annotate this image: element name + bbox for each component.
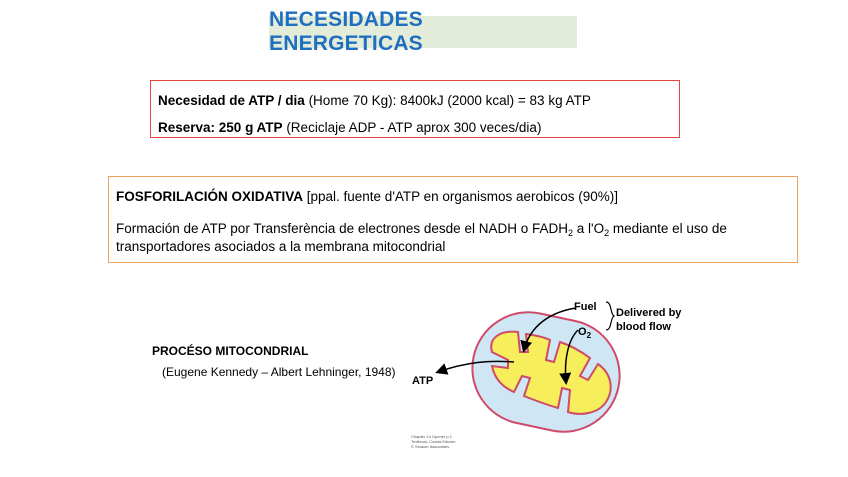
atp-reserve-label: Reserva: 250 g ATP [158, 120, 283, 135]
page-title: NECESIDADES ENERGETICAS [269, 8, 423, 55]
fuel-label: Fuel [574, 301, 597, 313]
process-subtitle: (Eugene Kennedy – Albert Lehninger, 1948) [162, 365, 396, 379]
delivered-label-1: Delivered by [616, 307, 682, 319]
o2-subscript: 2 [604, 228, 610, 238]
fos-text-a: Formación de ATP por Transferència de electrones desde el NADH o FADH [116, 221, 568, 236]
atp-needs-box [150, 80, 680, 138]
fos-heading-bold: FOSFORILACIÓN OXIDATIVA [116, 189, 303, 204]
atp-need-value: (Home 70 Kg): 8400kJ (2000 kcal) = 83 kg ATP [304, 93, 591, 108]
fadh-subscript: 2 [567, 228, 573, 238]
figure-credit [411, 434, 481, 449]
fos-text-b: a l'O [572, 221, 605, 236]
credit-line-3: © Sinauer Associates [411, 444, 450, 449]
fos-description [116, 220, 776, 256]
o2-label: $O_2$ [578, 326, 592, 340]
brace [606, 302, 614, 330]
fos-heading-rest: [ppal. fuente d'ATP en organismos aerobicos (90%)] [303, 189, 619, 204]
atp-need-label: Necesidad de ATP / dia [158, 93, 305, 108]
process-title: PROCÉSO MITOCONDRIAL [152, 344, 309, 358]
atp-reserve-line [158, 119, 679, 137]
fos-text-c: mediante el uso de transportadores asociados a la membrana mitocondrial [116, 221, 727, 254]
atp-label: ATP [412, 375, 434, 387]
delivered-label-2: blood flow [616, 321, 671, 333]
title-banner [269, 8, 577, 55]
atp-reserve-value: (Reciclaje ADP - ATP aprox 300 veces/dia) [282, 120, 542, 135]
fos-heading [116, 188, 797, 206]
oxidative-phosphorylation-box [108, 176, 798, 263]
credit-line-1: Chapter 14 Opener p.1 [411, 434, 452, 439]
atp-need-line [158, 92, 679, 110]
credit-line-2: Textbook, Cuarta Edición [411, 439, 456, 444]
